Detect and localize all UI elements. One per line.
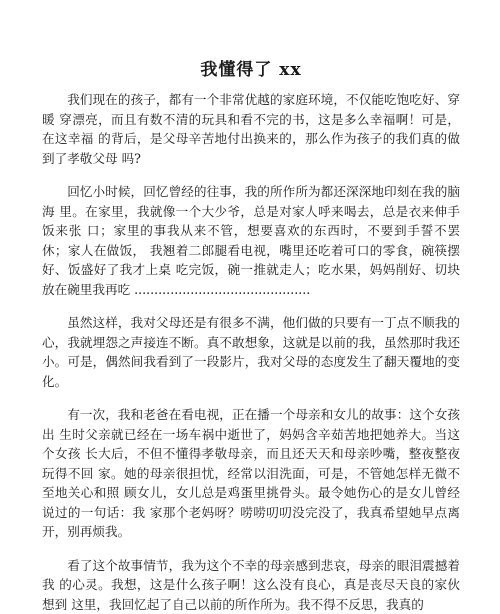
paragraph-5: 看了这个故事情节，我为这个不幸的母亲感到悲哀，母亲的眼泪震撼着我 的心灵。我想，这是什么孩子啊！这么没有良心，真是丧尽天良的家伙 想到 这里，我回忆起了自己以前的所作所为。我不得不反思，我真的	[42, 556, 460, 614]
paragraph-1: 我们现在的孩子，都有一个非常优越的家庭环境，不仅能吃饱吃好、穿暖 穿漂亮，而且有数不清的玩具和看不完的书，这是多么幸福啊！可是，在这幸福 的背后，是父母辛苦地付出换来的，那么作为孩子的我们真的做到了孝敬父母 吗?	[42, 90, 460, 168]
paragraph-3: 虽然这样，我对父母还是有很多不满，他们做的只要有一丁点不顺我的 心，我就埋怨之声接连不断。真不敢想象，这就是以前的我，虽然那时我还 小。可是，偶然间我看到了一段影片，我对父母的态度发生了翻天覆地的变 化。	[42, 313, 460, 391]
paragraph-2: 回忆小时候，回忆曾经的往事，我的所作所为都还深深地印刻在我的脑海 里。在家里，我就像一个大少爷，总是对家人呼来喝去，总是衣来伸手饭来张 口；家里的事我从来不管，想要喜欢的东西时，不要到手誓不罢休；家人在做饭， 我翘着二郎腿看电视，嘴里还吃着可口的零食，碗筷摆好、饭盛好了我才上桌 吃完饭，碗一推就走人；吃水果，妈妈削好、切块放在碗里我再吃 ............................................	[42, 182, 460, 299]
paragraph-4: 有一次，我和老爸在看电视，正在播一个母亲和女儿的故事：这个女孩出 生时父亲就已经在一场车祸中逝世了，妈妈含辛茹苦地把她养大。当这个女孩 长大后，不但不懂得孝敬母亲，而且还天天和母亲吵嘴，整夜整夜玩得不回 家。她的母亲很担忧，经常以泪洗面，可是，不管她怎样无微不至地关心和照 顾女儿，女儿总是鸡蛋里挑骨头。最令她伤心的是女儿曾经说过的一句话：我 家那个老妈呀？唠唠叨叨没完没了，我真希望她早点离开，别再烦我。	[42, 405, 460, 542]
document-title: 我懂得了 xx	[42, 58, 460, 82]
